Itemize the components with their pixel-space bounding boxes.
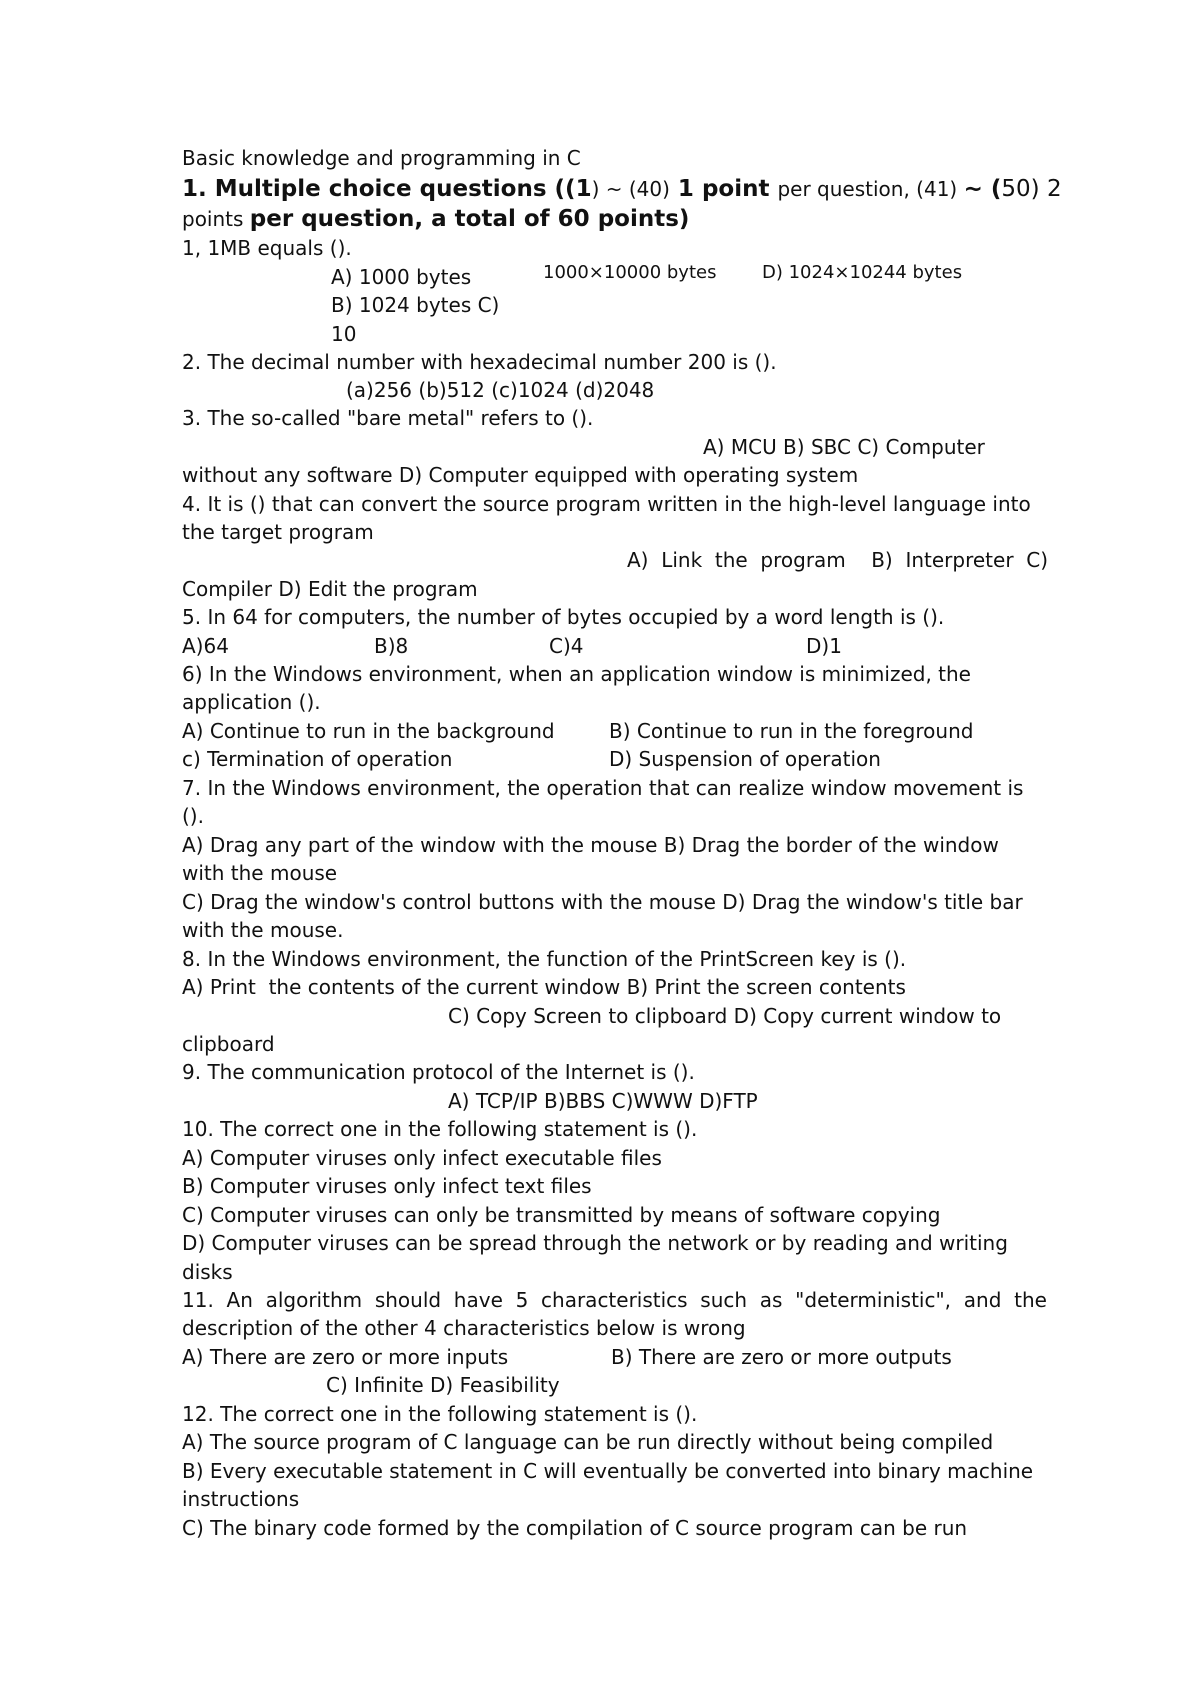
document-title: Basic knowledge and programming in C — [182, 146, 581, 170]
q5-option-a: A)64 — [182, 634, 229, 658]
section-heading-part: per question, a total of 60 points) — [249, 206, 690, 232]
q12-option-b-line-1: B) Every executable statement in C will eventually be converted into binary machine — [182, 1459, 1034, 1483]
q8-options-ab: A) Print the contents of the current window B) Print the screen contents — [182, 975, 906, 999]
q5-stem: 5. In 64 for computers, the number of bytes occupied by a word length is (). — [182, 605, 945, 629]
q12-stem: 12. The correct one in the following statement is (). — [182, 1402, 698, 1426]
q1-stem: 1, 1MB equals (). — [182, 236, 352, 260]
q6-option-b: B) Continue to run in the foreground — [609, 719, 974, 743]
q10-option-b: B) Computer viruses only infect text files — [182, 1174, 592, 1198]
q5-option-b: B)8 — [374, 634, 409, 658]
q6-option-a: A) Continue to run in the background — [182, 719, 555, 743]
q1-option-d: D) 1024×10244 bytes — [762, 262, 963, 283]
q2-options: (a)256 (b)512 (c)1024 (d)2048 — [346, 378, 655, 402]
section-heading-part: 1. Multiple choice questions (( — [182, 176, 576, 202]
q4-options-line-2: Compiler D) Edit the program — [182, 577, 478, 601]
q7-stem-line-2: (). — [182, 804, 204, 828]
q6-option-d: D) Suspension of operation — [609, 747, 881, 771]
q8-options-cd-line-1: C) Copy Screen to clipboard D) Copy current window to — [448, 1004, 1002, 1028]
section-heading-part: points — [182, 207, 250, 231]
section-heading-line-2 — [182, 205, 689, 233]
q4-stem-line-1: 4. It is () that can convert the source program written in the high-level language into — [182, 492, 1031, 516]
section-heading-part: 1 — [575, 176, 592, 202]
q7-options-cd-line-1: C) Drag the window's control buttons with the mouse D) Drag the window's title bar — [182, 890, 1023, 914]
q7-options-ab-line-1: A) Drag any part of the window with the mouse B) Drag the border of the window — [182, 833, 999, 857]
q4-options-line-1: A) Link the program B) Interpreter C) — [627, 548, 1049, 572]
q1-option-c-value: 10 — [331, 322, 357, 346]
q10-stem: 10. The correct one in the following statement is (). — [182, 1117, 698, 1141]
q5-option-d: D)1 — [806, 634, 842, 658]
q10-option-c: C) Computer viruses can only be transmitted by means of software copying — [182, 1203, 941, 1227]
q11-option-b: B) There are zero or more outputs — [611, 1345, 952, 1369]
section-heading-part: 50 — [1001, 176, 1031, 202]
q11-stem-line-2: description of the other 4 characteristics below is wrong — [182, 1316, 746, 1340]
q9-options: A) TCP/IP B)BBS C)WWW D)FTP — [448, 1089, 758, 1113]
q6-stem-line-2: application (). — [182, 690, 321, 714]
section-heading-part: per question, (41) — [777, 177, 964, 201]
q7-options-ab-line-2: with the mouse — [182, 861, 338, 885]
q8-stem: 8. In the Windows environment, the function of the PrintScreen key is (). — [182, 947, 907, 971]
q6-option-c: c) Termination of operation — [182, 747, 453, 771]
q2-stem: 2. The decimal number with hexadecimal number 200 is (). — [182, 350, 777, 374]
section-heading-line-1 — [182, 175, 1062, 203]
q7-stem-line-1: 7. In the Windows environment, the operation that can realize window movement is — [182, 776, 1024, 800]
q1-option-b: B) 1024 bytes C) — [331, 293, 500, 317]
q1-option-mid: 1000×10000 bytes — [543, 262, 717, 283]
section-heading-part: ) ~ (40) — [591, 177, 670, 201]
q7-options-cd-line-2: with the mouse. — [182, 918, 344, 942]
q9-stem: 9. The communication protocol of the Internet is (). — [182, 1060, 695, 1084]
q10-option-d-line-2: disks — [182, 1260, 233, 1284]
q1-option-a: A) 1000 bytes — [331, 265, 472, 289]
q10-option-d-line-1: D) Computer viruses can be spread through the network or by reading and writing — [182, 1231, 1008, 1255]
section-heading-part: ) 2 — [1030, 176, 1062, 202]
q11-option-a: A) There are zero or more inputs — [182, 1345, 509, 1369]
q4-stem-line-2: the target program — [182, 520, 374, 544]
section-heading-part: ~ ( — [963, 176, 1002, 202]
section-heading-part: 1 point — [669, 176, 778, 202]
q12-option-a: A) The source program of C language can be run directly without being compiled — [182, 1430, 994, 1454]
q3-options-line-2: without any software D) Computer equipped with operating system — [182, 463, 859, 487]
q3-stem: 3. The so-called "bare metal" refers to (). — [182, 406, 594, 430]
q11-options-cd: C) Infinite D) Feasibility — [326, 1373, 560, 1397]
q12-option-c: C) The binary code formed by the compilation of C source program can be run — [182, 1516, 968, 1540]
q6-stem-line-1: 6) In the Windows environment, when an application window is minimized, the — [182, 662, 971, 686]
q8-options-cd-line-2: clipboard — [182, 1032, 275, 1056]
q3-options-line-1: A) MCU B) SBC C) Computer — [703, 435, 985, 459]
q10-option-a: A) Computer viruses only infect executable files — [182, 1146, 662, 1170]
q5-option-c: C)4 — [549, 634, 584, 658]
q11-stem-line-1: 11. An algorithm should have 5 characteristics such as "deterministic", and the — [182, 1288, 1047, 1312]
q12-option-b-line-2: instructions — [182, 1487, 300, 1511]
